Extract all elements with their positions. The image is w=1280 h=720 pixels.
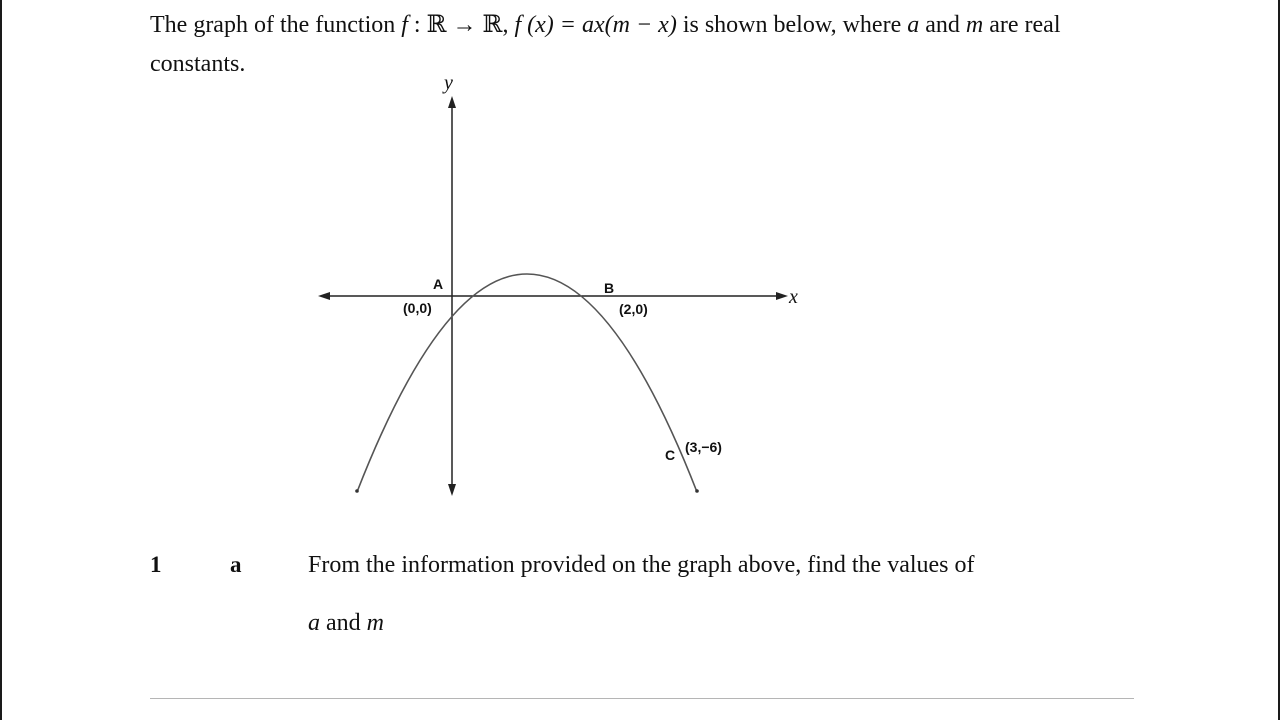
constant-a: a [907, 12, 920, 38]
point-c-label: C [665, 447, 676, 463]
x-axis-label: x [789, 286, 798, 308]
function-expr-f: f [514, 12, 522, 38]
intro-text-before: The graph of the function [150, 12, 402, 38]
x-axis-right-arrow [776, 292, 788, 300]
answer-line [150, 698, 1134, 699]
x-axis-left-arrow [318, 292, 330, 300]
y-axis-label: y [444, 72, 453, 94]
question-var-m: m [366, 610, 384, 636]
y-axis-up-arrow [448, 96, 456, 108]
function-domain: : ℝ → ℝ, [407, 12, 515, 38]
question-and: and [320, 610, 367, 636]
y-axis-down-arrow [448, 484, 456, 496]
curve-right-end [695, 489, 699, 493]
intro-and: and [919, 12, 966, 38]
question-text-line-2 [308, 608, 384, 638]
question-var-a: a [308, 610, 320, 636]
point-b-coordinates: (2,0) [619, 301, 648, 317]
point-a-label: A [433, 276, 444, 292]
question-part: a [230, 552, 242, 577]
point-c-coordinates: (3,−6) [685, 439, 722, 455]
function-expression: (x) = ax(m − x) [521, 12, 677, 38]
point-a-coordinates: (0,0) [403, 300, 432, 316]
question-number: 1 [150, 552, 162, 577]
intro-text-end: are real constants. [150, 12, 1061, 77]
constant-m: m [965, 12, 984, 38]
curve-left-end [355, 489, 359, 493]
intro-text-after: is shown below, where [676, 12, 908, 38]
function-name: f [401, 12, 408, 38]
point-b-label: B [604, 280, 615, 296]
question-text: From the information provided on the graph above, find the values of [308, 552, 975, 578]
